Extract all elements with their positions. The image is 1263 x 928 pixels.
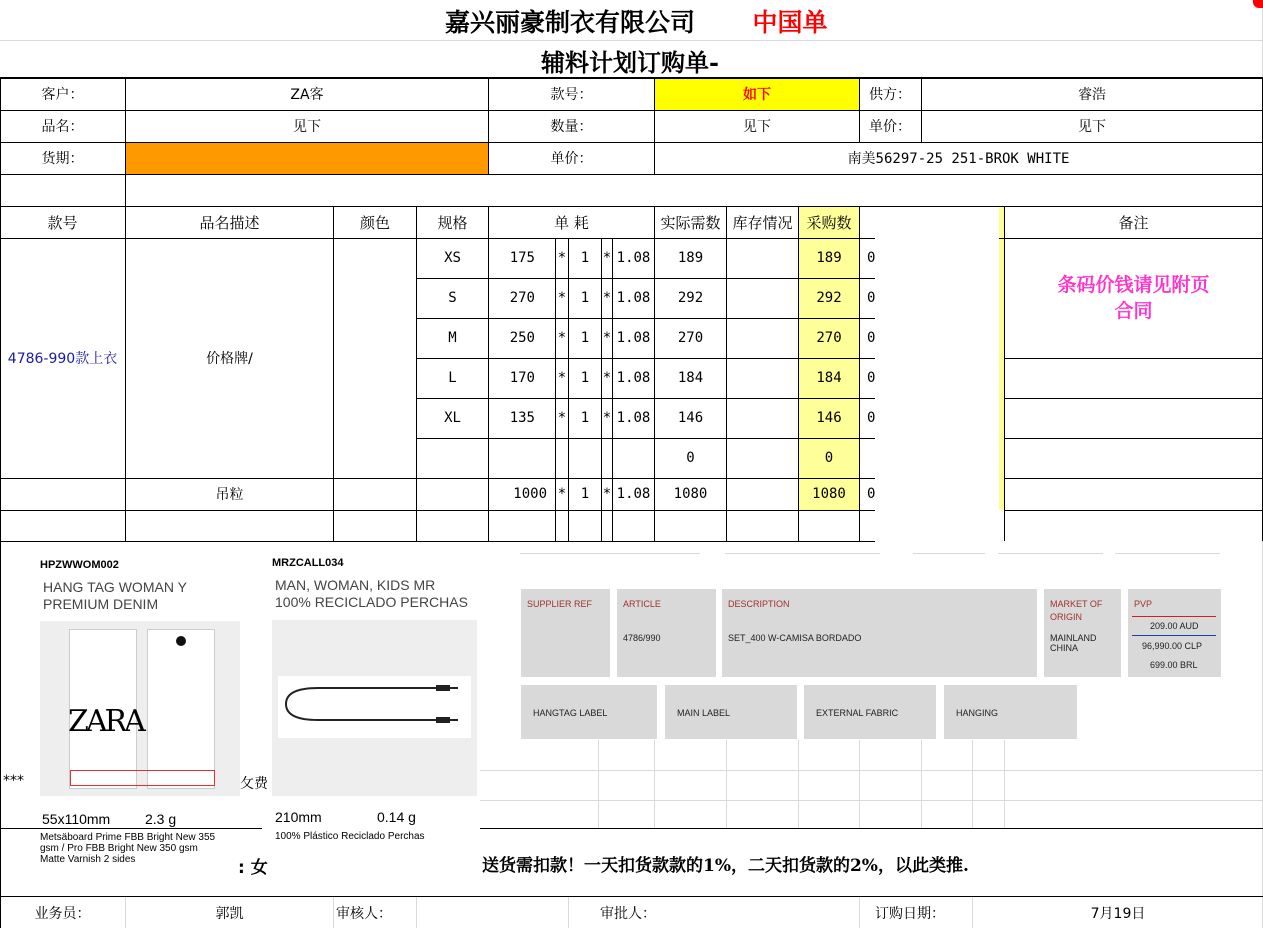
row-order-cell: 270: [816, 330, 842, 346]
row-star2-cell: *: [602, 410, 612, 426]
review-label-text: 审核人：: [336, 905, 392, 922]
row-size-cell: L: [448, 370, 457, 386]
row-mult-cell: 1: [580, 290, 590, 306]
penalty-note: 送货需扣款！一天扣货款款的1%，二天扣货款的2%，以此类推.: [482, 856, 969, 876]
row-star-cell: *: [557, 250, 567, 266]
col-usage: [489, 206, 654, 238]
col-need-text: 实际需数: [660, 213, 721, 232]
supplier-value-text: 睿浩: [1078, 87, 1106, 103]
pvp-red-rule: [1132, 616, 1216, 617]
col-color: [334, 206, 416, 238]
hang-star: [556, 478, 568, 510]
supplier-label-text: 供方：: [869, 87, 911, 103]
row-extra-cell: 0: [867, 290, 875, 306]
row-size-cell: XL: [444, 410, 461, 426]
tag-back: [147, 629, 215, 789]
row-order-cell: 184: [816, 370, 842, 386]
col-desc-text: 品名描述: [199, 213, 260, 232]
hanging-box: [944, 685, 1077, 739]
col-stock: [727, 206, 798, 238]
supplier-label: [860, 78, 920, 110]
row-order-cell: 146: [816, 410, 842, 426]
row-factor-cell: 1.08: [616, 410, 651, 426]
style-no-label-text: 款号：: [550, 87, 593, 103]
china-order-text: 中国单: [752, 8, 828, 37]
hang-tag-size: 55x110mm: [42, 811, 111, 827]
row-qty-cell: 250: [509, 330, 535, 346]
review-label: [334, 897, 394, 928]
row-factor-cell: 1.08: [616, 250, 651, 266]
hanger-image: [272, 620, 477, 796]
row-star-cell: [556, 438, 568, 478]
notes-fragment-2: : 女: [238, 858, 268, 878]
row-star2-cell: [602, 438, 612, 478]
col-style-text: 款号: [47, 213, 78, 232]
row-mult-cell: 1: [580, 410, 590, 426]
unit-price2-value-text: 南美56297-25 251-BROK WHITE: [847, 151, 1070, 167]
notes-stars: ***: [3, 773, 24, 789]
external-fabric-text: EXTERNAL FABRIC: [816, 708, 899, 718]
row-size-cell: [417, 438, 488, 478]
col-spec: [417, 206, 488, 238]
notes-fragment-1: 攵费: [240, 776, 268, 792]
customer-value-text: ZA客: [290, 87, 324, 103]
row-order-cell: 292: [816, 290, 842, 306]
hanger-title-1: MAN, WOMAN, KIDS MR: [275, 577, 436, 593]
row-need-cell: 270: [677, 330, 704, 346]
hang-need: [655, 478, 726, 510]
product-label-text: 品名：: [41, 119, 84, 135]
style-number-text: 4786-990款上衣: [7, 351, 118, 367]
style-no-value: [655, 78, 859, 110]
customer-label-text: 客户：: [41, 87, 84, 103]
sales-label-text: 业务员：: [34, 905, 91, 922]
sheet-corner-mark: [1253, 0, 1263, 8]
hang-desc: [126, 478, 333, 510]
hang-tag-card: [2, 545, 260, 828]
pvp-brl: 699.00 BRL: [1150, 660, 1198, 670]
customer-label: [0, 78, 125, 110]
date-label: [860, 897, 960, 928]
hanger-title-2: 100% RECICLADO PERCHAS: [275, 594, 468, 610]
row-extra-cell: 0: [867, 330, 875, 346]
sales-value: [126, 897, 333, 928]
row-star-cell: *: [557, 290, 567, 306]
hang-need-text: 1080: [673, 486, 708, 502]
row-need-cell: 146: [677, 410, 704, 426]
hangtag-label-text: HANGTAG LABEL: [533, 708, 608, 718]
hang-qty-text: 1000: [513, 486, 547, 502]
hang-mult: [569, 478, 601, 510]
hanger-material: 100% Plástico Reciclado Perchas: [275, 831, 425, 842]
unit-price2-label: [489, 142, 654, 174]
remark-text: 条码价钱请见附页合同: [1057, 274, 1210, 322]
style-number-cell: [0, 238, 125, 478]
hangtag-label-box: [521, 685, 657, 739]
unit-price2-label-text: 单价：: [550, 151, 593, 167]
row-factor-cell: 1.08: [616, 290, 651, 306]
sales-label: [0, 897, 125, 928]
row-extra-cell: 0: [867, 370, 875, 386]
external-fabric-box: [804, 685, 936, 739]
article-label: ARTICLE: [623, 599, 661, 609]
pvp-clp: 96,990.00 CLP: [1142, 641, 1203, 651]
supplier-ref-label: SUPPLIER REF: [527, 599, 593, 609]
hanger-cord-icon: [278, 676, 471, 738]
hang-tag-code: HPZWWOM002: [40, 559, 119, 571]
qty-value: [655, 110, 859, 142]
approve-label: [598, 897, 658, 928]
hang-tag-title-2: PREMIUM DENIM: [43, 596, 159, 612]
row-extra-cell: [861, 438, 875, 478]
hang-order-text: 1080: [812, 486, 846, 502]
pvp-box: [1128, 589, 1221, 677]
material-line-1: Metsäboard Prime FBB Bright New 355: [40, 832, 216, 843]
hanger-weight: 0.14 g: [377, 809, 416, 825]
hang-desc-text: 吊粒: [215, 487, 244, 503]
qty-value-text: 见下: [743, 119, 771, 135]
product-label: [0, 110, 125, 142]
unit-price-label: [860, 110, 920, 142]
tag-front: [68, 629, 143, 789]
date-value-text: 7月19日: [1090, 905, 1146, 922]
supplier-ref-box: [521, 589, 610, 677]
unit-price2-value: [655, 142, 1262, 174]
subtitle-text: 辅料计划订购单-: [541, 47, 719, 77]
hanger-photo-bg: [278, 676, 471, 738]
tag-hole-icon: [176, 636, 186, 646]
hang-tag-material: [40, 832, 262, 872]
style-no-value-text: 如下: [743, 87, 771, 103]
market-label-1: MARKET OF: [1050, 599, 1103, 609]
col-usage-text: 单 耗: [554, 213, 589, 232]
row-need-cell: 184: [677, 370, 704, 386]
row-mult-cell: 1: [580, 330, 590, 346]
hanger-code: MRZCALL034: [272, 557, 344, 569]
row-extra-cell: 0: [867, 250, 875, 266]
col-desc: [126, 206, 333, 238]
hang-star-text: *: [557, 486, 567, 502]
company-name: 嘉兴丽豪制衣有限公司: [444, 8, 695, 37]
row-order-cell: 189: [816, 250, 842, 266]
col-stock-text: 库存情况: [732, 213, 793, 232]
row-star-cell: *: [557, 410, 567, 426]
market-value: MAINLAND CHINA: [1050, 633, 1097, 653]
col-order: [799, 206, 859, 238]
material-line-2: gsm / Pro FBB Bright New 350 gsm: [40, 843, 198, 854]
row-extra-cell: 0: [867, 410, 875, 426]
product-value: [126, 110, 488, 142]
pvp-aud: 209.00 AUD: [1150, 621, 1199, 631]
row-star2-cell: *: [602, 330, 612, 346]
row-size-cell: M: [448, 330, 457, 346]
hang-tag-image: [40, 621, 240, 796]
tag-barcode-strip: [70, 770, 215, 786]
col-color-text: 颜色: [359, 213, 390, 232]
zara-logo: ZARA: [68, 704, 143, 739]
hang-star2-text: *: [602, 486, 612, 502]
row-qty-cell: 270: [509, 290, 535, 306]
delivery-label-text: 货期：: [41, 151, 84, 167]
row-star-cell: *: [557, 370, 567, 386]
description-value: SET_400 W-CAMISA BORDADO: [728, 633, 862, 643]
row-need-cell: 292: [677, 290, 704, 306]
date-value: [973, 897, 1263, 928]
col-order-text: 采购数: [806, 213, 852, 232]
row-qty-cell: [489, 438, 555, 478]
china-order-tag: [740, 2, 840, 40]
market-label-2: ORIGIN: [1050, 612, 1083, 622]
pvp-blue-rule: [1132, 635, 1216, 636]
hidden-columns-overlay: [875, 207, 999, 547]
style-no-label: [489, 78, 654, 110]
hang-tag-title-1: HANG TAG WOMAN Y: [43, 579, 187, 595]
col-style: [0, 206, 125, 238]
supplier-value: [922, 78, 1262, 110]
product-value-text: 见下: [293, 119, 321, 135]
sales-value-text: 郭凯: [215, 905, 244, 922]
company-title: [380, 2, 760, 40]
page-subtitle: [430, 42, 830, 78]
row-qty-cell: 135: [509, 410, 535, 426]
row-factor-cell: 1.08: [616, 330, 651, 346]
description-box: [722, 589, 1037, 677]
hang-qty: [489, 478, 555, 510]
hang-tag-weight: 2.3 g: [145, 811, 177, 827]
col-spec-text: 规格: [437, 213, 468, 232]
row-size-cell: XS: [444, 250, 461, 266]
market-box: [1044, 589, 1121, 677]
row-mult-cell: [569, 438, 601, 478]
customer-value: [126, 78, 488, 110]
hanger-card: [262, 545, 480, 845]
qty-label: [489, 110, 654, 142]
hang-factor-text: 1.08: [616, 486, 651, 502]
col-remark-text: 备注: [1118, 213, 1149, 232]
row-qty-cell: 170: [509, 370, 535, 386]
approve-label-text: 审批人：: [600, 905, 656, 922]
qty-label-text: 数量：: [550, 119, 593, 135]
row-star2-cell: *: [602, 290, 612, 306]
row-mult-cell: 1: [580, 250, 590, 266]
unit-price-label-text: 单价：: [869, 119, 911, 135]
desc-text: 价格牌/: [206, 351, 253, 367]
row-need-cell: 0: [686, 450, 695, 466]
hang-mult-text: 1: [580, 486, 590, 502]
main-label-text: MAIN LABEL: [677, 708, 731, 718]
description-label: DESCRIPTION: [728, 599, 790, 609]
article-box: [617, 589, 716, 677]
row-star2-cell: *: [602, 250, 612, 266]
unit-price-value: [922, 110, 1262, 142]
hang-factor: [613, 478, 654, 510]
row-star-cell: *: [557, 330, 567, 346]
delivery-orange-fill: [126, 142, 489, 174]
hanging-text: HANGING: [956, 708, 999, 718]
date-label-text: 订购日期：: [875, 905, 945, 922]
hang-star2: [602, 478, 612, 510]
row-star2-cell: *: [602, 370, 612, 386]
row-factor-cell: 1.08: [616, 370, 651, 386]
article-value: 4786/990: [623, 633, 661, 643]
row-need-cell: 189: [677, 250, 704, 266]
desc-cell: [126, 238, 333, 478]
col-remark: [1005, 206, 1262, 238]
delivery-label: [0, 142, 125, 174]
row-size-cell: S: [448, 290, 457, 306]
hanger-size: 210mm: [275, 809, 322, 825]
main-label-box: [665, 685, 797, 739]
row-qty-cell: 175: [509, 250, 535, 266]
row-order-cell: 0: [824, 450, 834, 466]
hang-order: [799, 478, 859, 510]
hang-extra: [861, 478, 875, 510]
hang-extra-text: 0: [867, 486, 875, 502]
unit-price-value-text: 见下: [1078, 119, 1106, 135]
row-factor-cell: [613, 438, 654, 478]
row-mult-cell: 1: [580, 370, 590, 386]
pvp-label: PVP: [1134, 599, 1153, 609]
col-need: [655, 206, 726, 238]
remark-cell: [1005, 238, 1262, 358]
material-line-3: Matte Varnish 2 sides: [40, 854, 136, 865]
